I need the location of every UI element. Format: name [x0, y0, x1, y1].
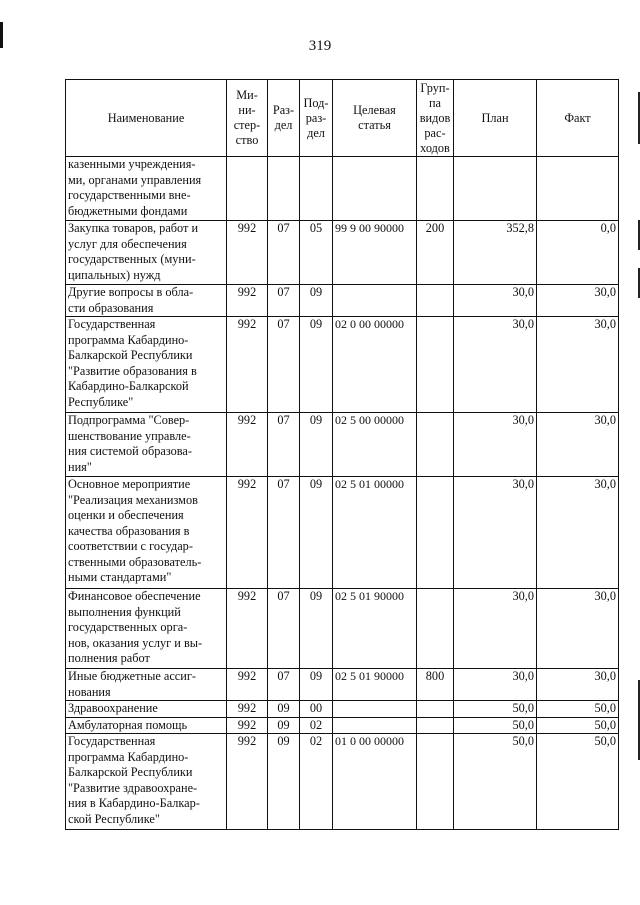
- table-row: [66, 589, 619, 669]
- cell-plan: 50,0: [454, 734, 537, 830]
- cell-ministry: 992: [227, 317, 268, 413]
- table-row: [66, 317, 619, 413]
- table-row: [66, 717, 619, 734]
- header-subsection: Под- раз- дел: [300, 80, 333, 157]
- cell-subsection: 09: [300, 285, 333, 317]
- cell-group: [417, 317, 454, 413]
- header-name: Наименование: [66, 80, 227, 157]
- cell-fact: 50,0: [537, 701, 619, 718]
- budget-table: [65, 79, 619, 830]
- cell-target: 02 5 00 00000: [333, 413, 417, 477]
- cell-subsection: 09: [300, 413, 333, 477]
- cell-name: Подпрограмма "Совер- шенствование управле- ния системой образова- ния": [66, 413, 227, 477]
- cell-ministry: 992: [227, 477, 268, 589]
- table-row: [66, 413, 619, 477]
- cell-plan: 352,8: [454, 221, 537, 285]
- cell-target: [333, 157, 417, 221]
- cell-group: 200: [417, 221, 454, 285]
- cell-subsection: 09: [300, 669, 333, 701]
- cell-section: 07: [268, 413, 300, 477]
- cell-name: Амбулаторная помощь: [66, 717, 227, 734]
- cell-section: 09: [268, 717, 300, 734]
- table-row: [66, 285, 619, 317]
- cell-fact: 30,0: [537, 669, 619, 701]
- cell-section: 07: [268, 477, 300, 589]
- cell-group: [417, 589, 454, 669]
- cell-plan: [454, 157, 537, 221]
- cell-plan: 30,0: [454, 589, 537, 669]
- table-header-row: [66, 80, 619, 157]
- table-row: [66, 734, 619, 830]
- cell-target: [333, 717, 417, 734]
- cell-group: [417, 717, 454, 734]
- cell-group: [417, 701, 454, 718]
- cell-section: 07: [268, 285, 300, 317]
- cell-fact: 50,0: [537, 734, 619, 830]
- cell-subsection: 09: [300, 477, 333, 589]
- cell-subsection: [300, 157, 333, 221]
- table-row: [66, 157, 619, 221]
- cell-ministry: 992: [227, 734, 268, 830]
- cell-target: 02 5 01 90000: [333, 669, 417, 701]
- header-plan: План: [454, 80, 537, 157]
- cell-plan: 30,0: [454, 477, 537, 589]
- cell-subsection: 02: [300, 734, 333, 830]
- cell-target: 01 0 00 00000: [333, 734, 417, 830]
- cell-ministry: 992: [227, 589, 268, 669]
- cell-plan: 50,0: [454, 701, 537, 718]
- header-group: Груп- па видов рас- ходов: [417, 80, 454, 157]
- cell-section: 07: [268, 589, 300, 669]
- header-ministry: Ми- ни- стер- ство: [227, 80, 268, 157]
- cell-target: [333, 701, 417, 718]
- cell-name: Государственная программа Кабардино- Балкарской Республики "Развитие здравоохране- ния в Кабардино-Балкар- ской Республике": [66, 734, 227, 830]
- cell-group: [417, 413, 454, 477]
- cell-target: [333, 285, 417, 317]
- cell-group: [417, 285, 454, 317]
- cell-name: казенными учреждения- ми, органами управления государственными вне- бюджетными фондами: [66, 157, 227, 221]
- cell-ministry: 992: [227, 717, 268, 734]
- header-fact: Факт: [537, 80, 619, 157]
- cell-plan: 30,0: [454, 317, 537, 413]
- cell-fact: 30,0: [537, 285, 619, 317]
- page-number: 319: [308, 38, 332, 54]
- cell-fact: 30,0: [537, 413, 619, 477]
- cell-ministry: 992: [227, 221, 268, 285]
- header-section: Раз- дел: [268, 80, 300, 157]
- cell-subsection: 05: [300, 221, 333, 285]
- cell-name: Закупка товаров, работ и услуг для обеспечения государственных (муни- ципальных) нужд: [66, 221, 227, 285]
- table-row: [66, 701, 619, 718]
- cell-section: 07: [268, 317, 300, 413]
- cell-name: Основное мероприятие "Реализация механизмов оценки и обеспечения качества образования в соответствии с государ- ственными образователь- ными стандартами": [66, 477, 227, 589]
- cell-ministry: 992: [227, 285, 268, 317]
- cell-plan: 30,0: [454, 669, 537, 701]
- cell-name: Другие вопросы в обла- сти образования: [66, 285, 227, 317]
- cell-fact: 0,0: [537, 221, 619, 285]
- cell-name: Финансовое обеспечение выполнения функций государственных орга- нов, оказания услуг и вы- полнения работ: [66, 589, 227, 669]
- cell-subsection: 09: [300, 317, 333, 413]
- cell-name: Здравоохранение: [66, 701, 227, 718]
- table-row: [66, 221, 619, 285]
- cell-plan: 50,0: [454, 717, 537, 734]
- table-row: [66, 669, 619, 701]
- cell-subsection: 09: [300, 589, 333, 669]
- cell-target: 02 0 00 00000: [333, 317, 417, 413]
- cell-group: [417, 157, 454, 221]
- cell-fact: [537, 157, 619, 221]
- cell-ministry: [227, 157, 268, 221]
- cell-section: [268, 157, 300, 221]
- cell-ministry: 992: [227, 669, 268, 701]
- cell-fact: 30,0: [537, 477, 619, 589]
- header-target: Целевая статья: [333, 80, 417, 157]
- cell-fact: 50,0: [537, 717, 619, 734]
- cell-ministry: 992: [227, 701, 268, 718]
- cell-name: Иные бюджетные ассиг- нования: [66, 669, 227, 701]
- cell-fact: 30,0: [537, 317, 619, 413]
- cell-section: 09: [268, 701, 300, 718]
- cell-group: [417, 477, 454, 589]
- cell-plan: 30,0: [454, 413, 537, 477]
- cell-fact: 30,0: [537, 589, 619, 669]
- cell-subsection: 02: [300, 717, 333, 734]
- cell-subsection: 00: [300, 701, 333, 718]
- cell-group: [417, 734, 454, 830]
- cell-name: Государственная программа Кабардино- Балкарской Республики "Развитие образования в Кабардино-Балкарской Республике": [66, 317, 227, 413]
- cell-plan: 30,0: [454, 285, 537, 317]
- cell-section: 07: [268, 221, 300, 285]
- cell-section: 09: [268, 734, 300, 830]
- cell-target: 02 5 01 90000: [333, 589, 417, 669]
- cell-section: 07: [268, 669, 300, 701]
- cell-ministry: 992: [227, 413, 268, 477]
- table-row: [66, 477, 619, 589]
- cell-group: 800: [417, 669, 454, 701]
- cell-target: 02 5 01 00000: [333, 477, 417, 589]
- cell-target: 99 9 00 90000: [333, 221, 417, 285]
